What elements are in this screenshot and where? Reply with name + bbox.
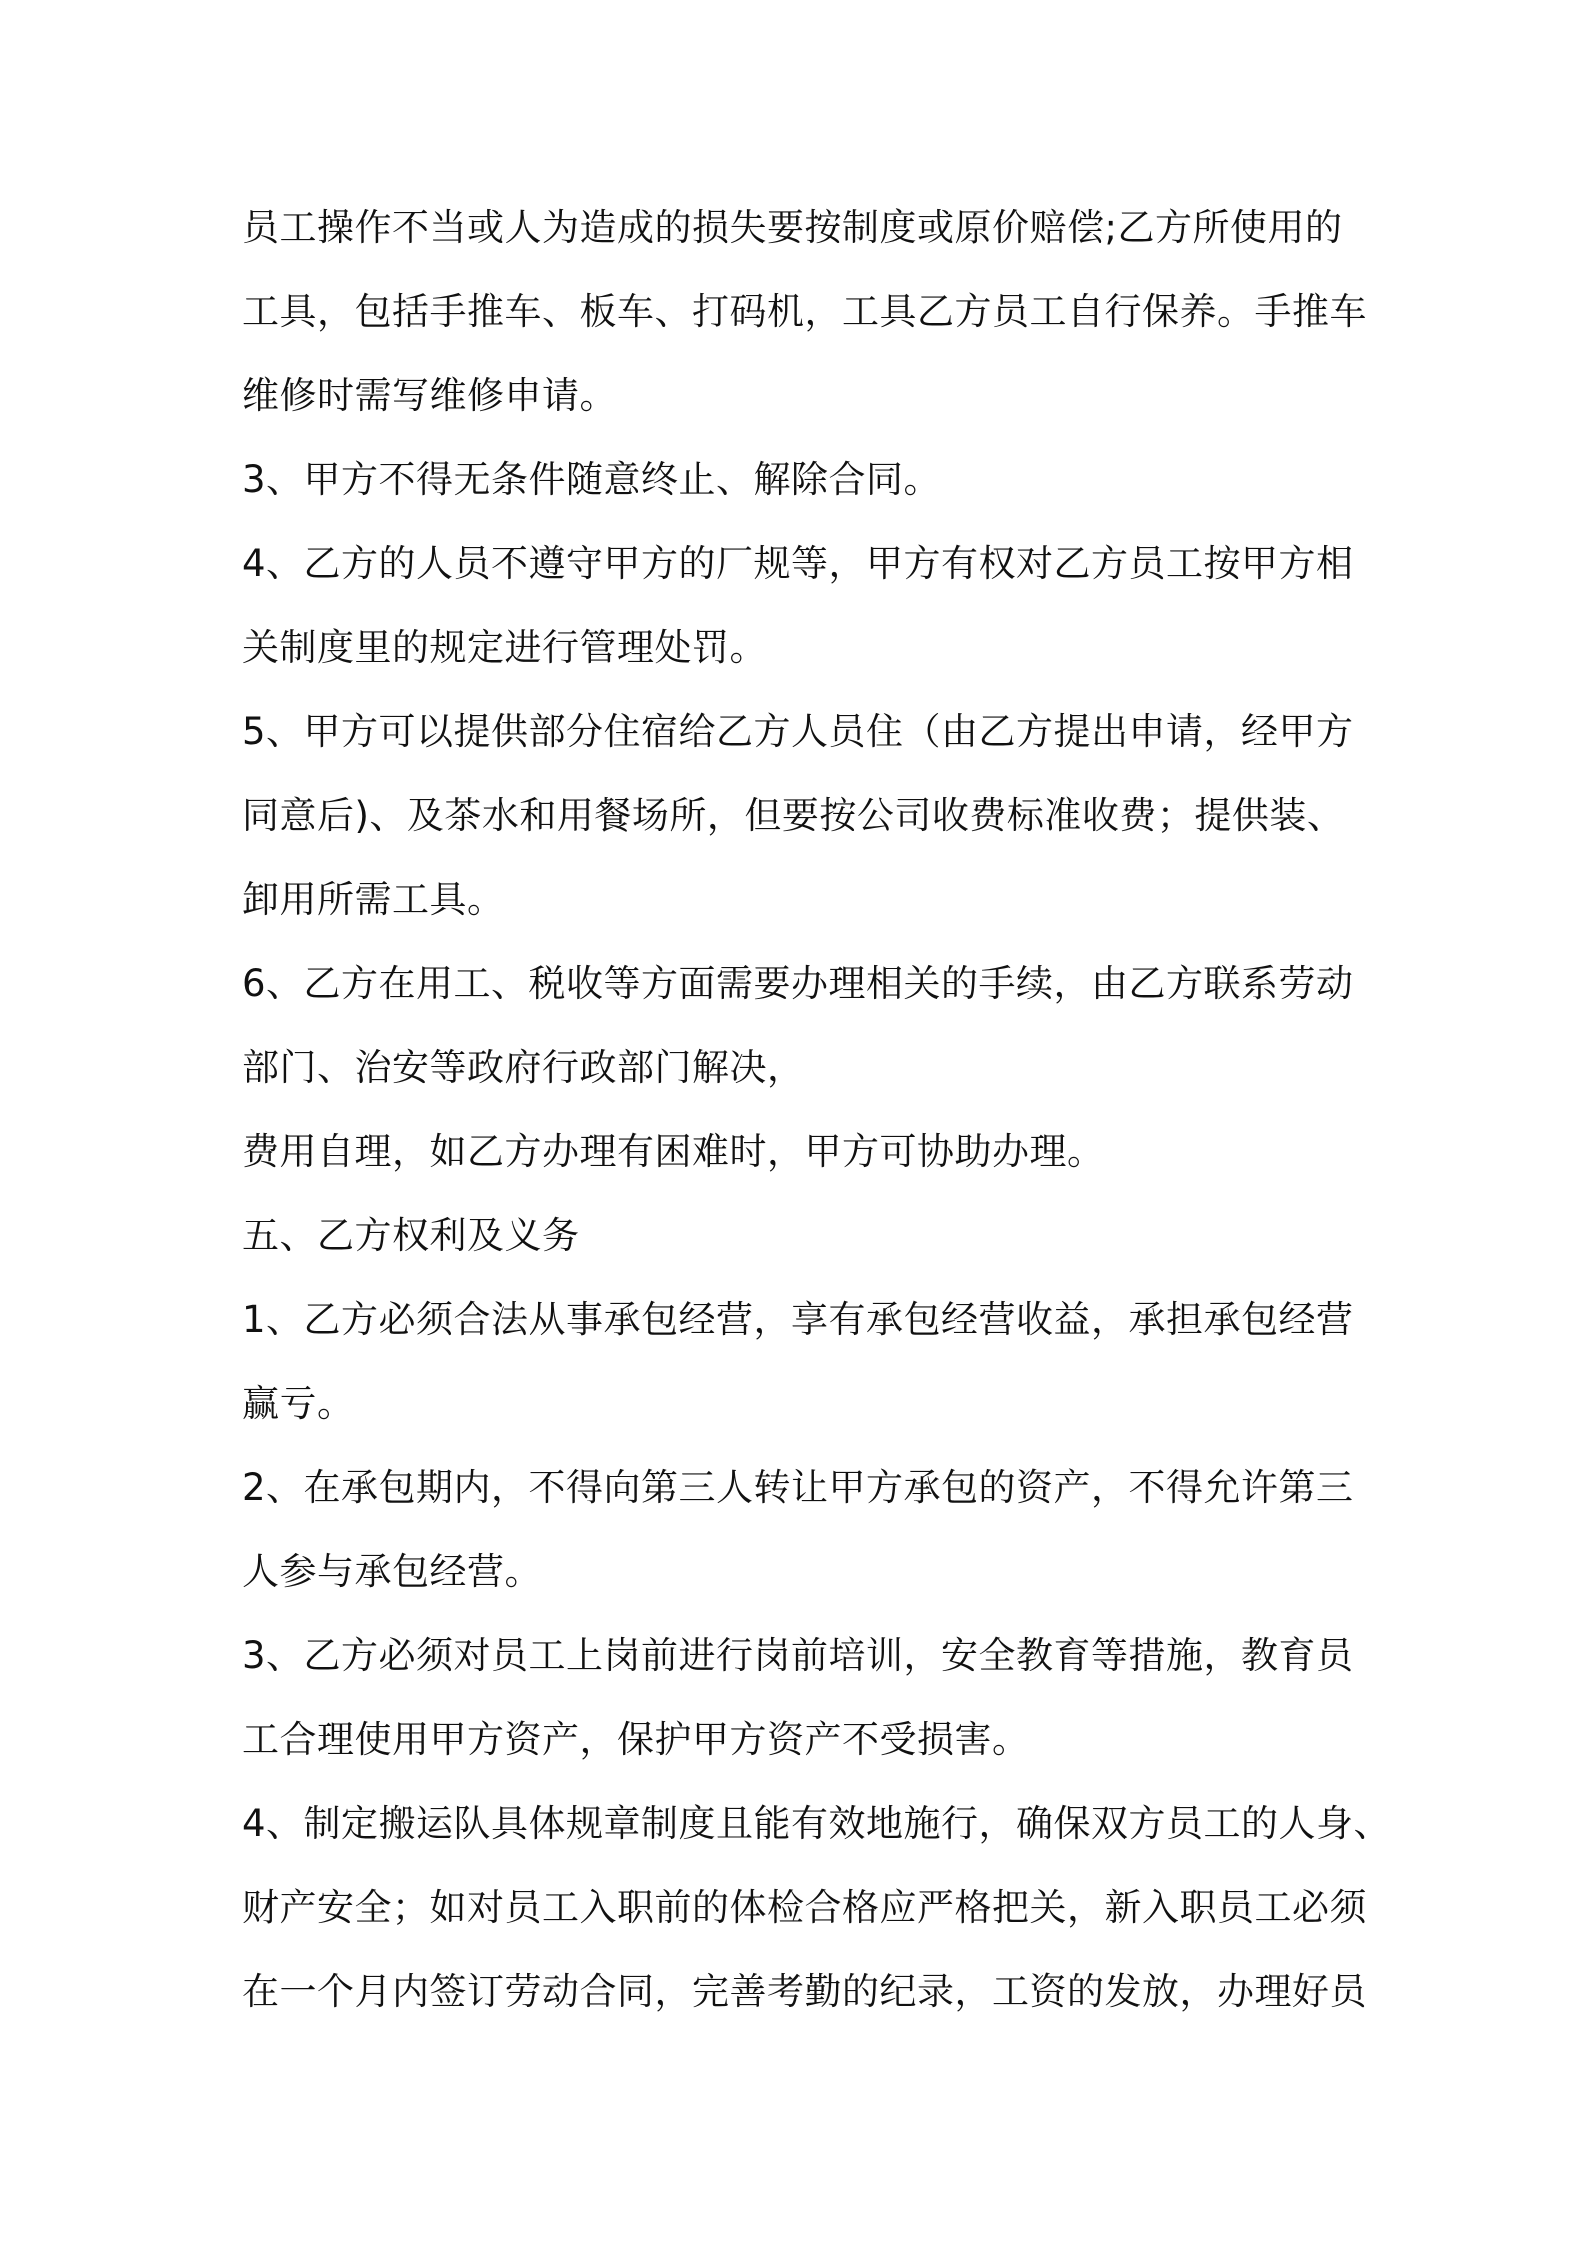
text-line: 6、乙方在用工、税收等方面需要办理相关的手续，由乙方联系劳动 xyxy=(242,962,1354,1005)
text-line: 3、甲方不得无条件随意终止、解除合同。 xyxy=(242,458,942,501)
section-heading: 五、乙方权利及义务 xyxy=(242,1214,580,1257)
text-line: 维修时需写维修申请。 xyxy=(242,374,617,417)
text-line: 人参与承包经营。 xyxy=(242,1550,542,1593)
text-line: 费用自理，如乙方办理有困难时，甲方可协助办理。 xyxy=(242,1130,1105,1173)
text-line: 工具，包括手推车、板车、打码机，工具乙方员工自行保养。手推车 xyxy=(242,290,1367,333)
text-line: 在一个月内签订劳动合同，完善考勤的纪录，工资的发放，办理好员 xyxy=(242,1970,1367,2013)
text-line: 员工操作不当或人为造成的损失要按制度或原价赔偿;乙方所使用的 xyxy=(242,206,1343,249)
text-line: 赢亏。 xyxy=(242,1382,355,1425)
document-body xyxy=(242,200,1392,2048)
text-line: 1、乙方必须合法从事承包经营，享有承包经营收益，承担承包经营 xyxy=(242,1298,1354,1341)
text-line: 工合理使用甲方资产，保护甲方资产不受损害。 xyxy=(242,1718,1030,1761)
text-line: 4、乙方的人员不遵守甲方的厂规等，甲方有权对乙方员工按甲方相 xyxy=(242,542,1354,585)
text-line: 卸用所需工具。 xyxy=(242,878,505,921)
text-line: 3、乙方必须对员工上岗前进行岗前培训，安全教育等措施，教育员 xyxy=(242,1634,1354,1677)
text-line: 同意后)、及茶水和用餐场所，但要按公司收费标准收费；提供装、 xyxy=(242,794,1345,837)
text-line: 部门、治安等政府行政部门解决， xyxy=(242,1046,805,1089)
text-line: 关制度里的规定进行管理处罚。 xyxy=(242,626,767,669)
text-line: 5、甲方可以提供部分住宿给乙方人员住（由乙方提出申请，经甲方 xyxy=(242,710,1354,753)
text-line: 4、制定搬运队具体规章制度且能有效地施行，确保双方员工的人身、 xyxy=(242,1802,1392,1845)
text-line: 2、在承包期内，不得向第三人转让甲方承包的资产，不得允许第三 xyxy=(242,1466,1354,1509)
text-line: 财产安全；如对员工入职前的体检合格应严格把关，新入职员工必须 xyxy=(242,1886,1367,1929)
